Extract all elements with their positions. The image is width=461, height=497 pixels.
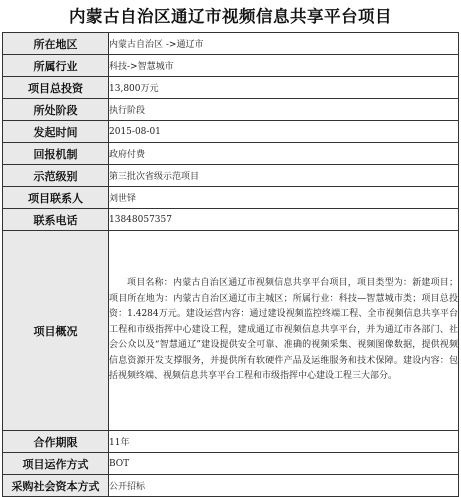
project-info-table [2, 32, 459, 497]
field-label-cooperation-term: 合作期限 [3, 431, 109, 453]
table-row [3, 231, 459, 431]
field-label-contact-person: 项目联系人 [3, 187, 109, 209]
page-title: 内蒙古自治区通辽市视频信息共享平台项目 [69, 7, 392, 26]
field-value-overview: 项目名称：内蒙古自治区通辽市视频信息共享平台项目，项目类型为：新建项目；项目所在地为：内蒙古自治区通辽市主城区；所属行业：科技—智慧城市类；项目总投资：1.4284万元。建设运营内容：通过建设视频监控终端工程、全市视频信息共享平台工程和市级指挥中心建设工程，建成通辽市视频信息共享平台，并为通辽市各部门、社会公众以及“智慧通辽”建设提供安全可靠、准确的视频采集、视频图像数据，提供视频信息资源开发支撑服务，并提供所有软硬件产品及运维服务和技术保障。建设内容：包括视频终端、视频信息共享平台工程和市级指挥中心建设工程三大部分。 [109, 231, 459, 431]
table-row [3, 187, 459, 209]
field-value-demo-level: 第三批次省级示范项目 [109, 165, 459, 187]
field-value-total-investment: 13,800万元 [109, 77, 459, 99]
field-label-stage: 所处阶段 [3, 99, 109, 121]
table-row [3, 453, 459, 475]
field-value-operation-mode: BOT [109, 453, 459, 475]
table-row [3, 77, 459, 99]
field-value-start-date: 2015-08-01 [109, 121, 459, 143]
field-value-procurement-method: 公开招标 [109, 475, 459, 497]
field-value-phone: 13848057357 [109, 209, 459, 231]
field-label-procurement-method: 采购社会资本方式 [3, 475, 109, 497]
table-row [3, 121, 459, 143]
field-label-demo-level: 示范级别 [3, 165, 109, 187]
field-value-industry: 科技->智慧城市 [109, 55, 459, 77]
field-value-cooperation-term: 11年 [109, 431, 459, 453]
table-row [3, 55, 459, 77]
table-row [3, 165, 459, 187]
table-row [3, 431, 459, 453]
table-row [3, 209, 459, 231]
field-label-return-mechanism: 回报机制 [3, 143, 109, 165]
table-row [3, 143, 459, 165]
table-row [3, 99, 459, 121]
field-value-return-mechanism: 政府付费 [109, 143, 459, 165]
table-row [3, 475, 459, 497]
field-label-phone: 联系电话 [3, 209, 109, 231]
field-label-industry: 所属行业 [3, 55, 109, 77]
field-value-contact-person: 刘世铎 [109, 187, 459, 209]
field-label-overview: 项目概况 [3, 231, 109, 431]
field-label-operation-mode: 项目运作方式 [3, 453, 109, 475]
field-label-start-date: 发起时间 [3, 121, 109, 143]
field-value-region: 内蒙古自治区 ->通辽市 [109, 33, 459, 55]
field-label-total-investment: 项目总投资 [3, 77, 109, 99]
table-row [3, 33, 459, 55]
field-label-region: 所在地区 [3, 33, 109, 55]
field-value-stage: 执行阶段 [109, 99, 459, 121]
